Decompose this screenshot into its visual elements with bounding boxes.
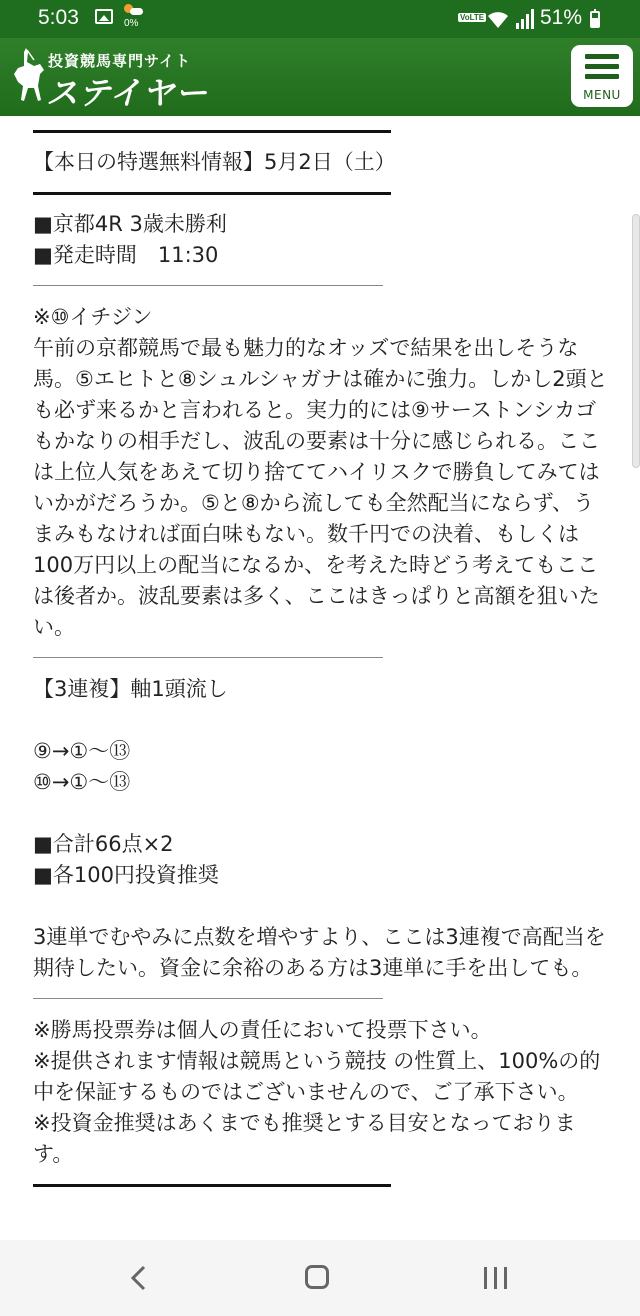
scrollbar[interactable]: [632, 214, 640, 468]
battery-percent: 51%: [540, 6, 583, 29]
bet-combination: ⑩→①～⑬: [33, 770, 131, 794]
total-points: ■合計66点×2: [33, 832, 174, 856]
pick-heading: ※⑩イチジン: [33, 305, 153, 329]
horse-rider-logo-icon: [10, 46, 48, 106]
status-time: 5:03: [38, 6, 79, 29]
weather-icon: [124, 4, 146, 34]
status-bar: [0, 0, 640, 38]
divider: [33, 130, 391, 133]
divider: [33, 657, 383, 658]
menu-label: MENU: [583, 88, 621, 102]
disclaimer: ※勝馬投票券は個人の責任において投票下さい。: [33, 1018, 492, 1042]
divider: [33, 192, 391, 195]
recent-apps-icon[interactable]: [484, 1267, 508, 1289]
battery-icon: [590, 11, 600, 28]
article-title: 【本日の特選無料情報】5月2日（土）: [33, 150, 396, 174]
divider: [33, 998, 383, 999]
betting-advice: 3連単でむやみに点数を増やすより、ここは3連複で高配当を期待したい。資金に余裕のある方は3連単に手を出しても。: [33, 925, 606, 980]
image-notification-icon: [95, 9, 113, 24]
bet-type: 【3連複】軸1頭流し: [33, 677, 228, 701]
logo-tagline: 投資競馬専門サイト: [48, 52, 191, 70]
stake-recommendation: ■各100円投資推奨: [33, 863, 219, 887]
disclaimer: ※提供されます情報は競馬という競技 の性質上、100%の的中を保証するものではございませんので、ご了承下さい。: [33, 1049, 601, 1104]
site-logo[interactable]: ステイヤー: [46, 74, 209, 112]
divider: [33, 285, 383, 286]
site-header: [0, 38, 640, 116]
bet-combination: ⑨→①～⑬: [33, 739, 131, 763]
weather-percent: 0%: [124, 18, 139, 29]
wifi-icon: [486, 8, 510, 30]
race-start-time: ■発走時間 11:30: [33, 243, 219, 267]
divider: [33, 1184, 391, 1187]
race-analysis: 午前の京都競馬で最も魅力的なオッズで結果を出しそうな馬。⑤エヒトと⑧シュルシャガナは確かに強力。しかし2頭とも必ず来るかと言われると。実力的には⑨サーストンシカゴもかなりの相手だし、波乱の要素は十分に感じられる。ここは上位人気をあえて切り捨ててハイリスクで勝負してみてはいかがだろうか。⑤と⑧から流しても全然配当にならず、うまみもなければ面白味もない。数千円での決着、もしくは100万円以上の配当になるか、を考えた時どう考えてもここは後者か。波乱要素は多く、ここはきっぱりと高額を狙いたい。: [33, 336, 608, 639]
volte-icon: VoLTE: [460, 13, 485, 22]
hamburger-icon: [585, 54, 619, 84]
home-icon[interactable]: [305, 1265, 329, 1289]
menu-button[interactable]: [571, 45, 633, 107]
disclaimer: ※投資金推奨はあくまでも推奨とする目安となっております。: [33, 1111, 576, 1166]
back-icon[interactable]: [128, 1264, 148, 1292]
article-content: [33, 116, 613, 1240]
signal-icon: [516, 9, 534, 29]
system-nav-bar: [0, 1240, 640, 1316]
race-name: ■京都4R 3歳未勝利: [33, 212, 227, 236]
